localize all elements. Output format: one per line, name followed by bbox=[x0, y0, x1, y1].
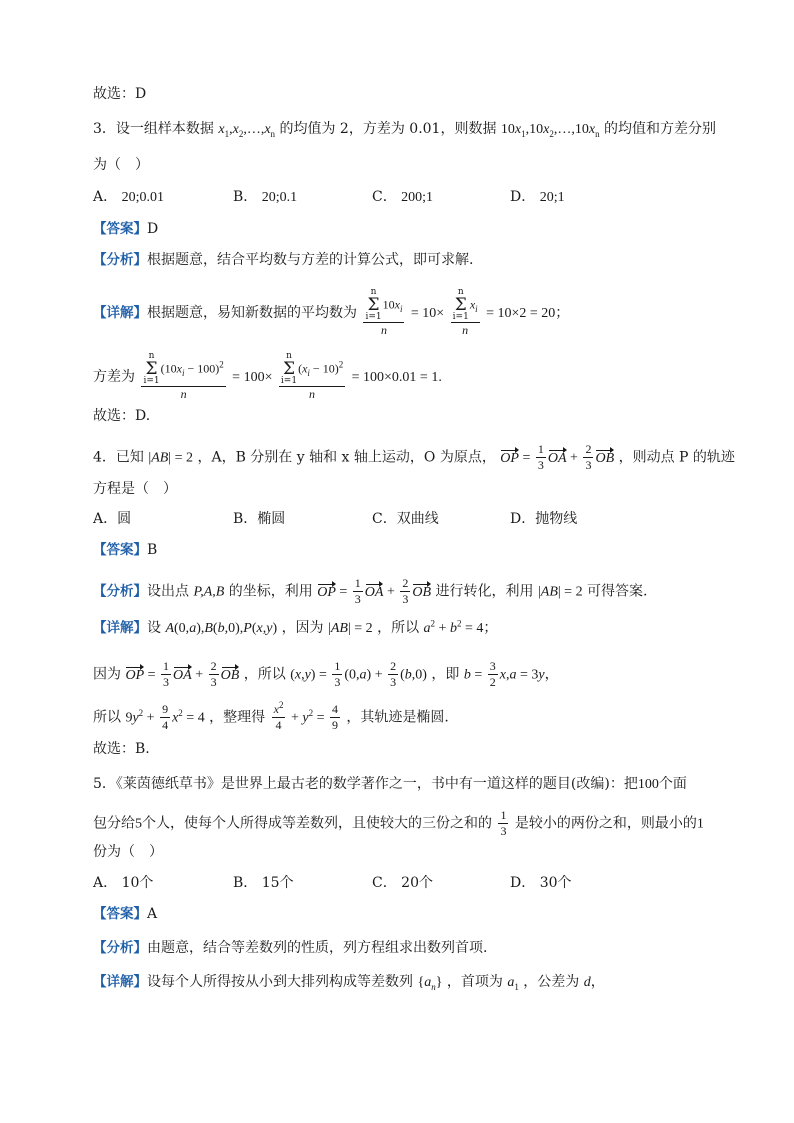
q3-answer: 【答案】D bbox=[93, 221, 159, 237]
q3-conclusion: 故选：D. bbox=[93, 408, 151, 424]
q5-option-d[interactable]: D． 30个 bbox=[510, 875, 572, 891]
q5-detail: 【详解】设每个人所得按从小到大排列构成等差数列 $\{a_n\}$ ，首项为 $a_1$ ，公差为 d， bbox=[93, 974, 605, 992]
q2-conclusion: 故选：D bbox=[93, 86, 147, 102]
q3-stem-line2: 为（ ） bbox=[93, 157, 149, 173]
q4-option-c[interactable]: C．双曲线 bbox=[372, 511, 439, 527]
q4-stem-line2: 方程是（ ） bbox=[93, 481, 177, 497]
q5-option-b[interactable]: B． 15个 bbox=[233, 875, 294, 891]
q3-detail-mean: 【详解】根据题意，易知新数据的平均数为 n Σ i=1 $10x_i$ n = 10× n Σ i=1 $x_i$ n = 10×2 = 20； bbox=[93, 287, 570, 337]
q3-option-d[interactable]: D． 20;1 bbox=[510, 189, 565, 205]
q4-detail-line3: 所以 $9y^2$ + $\frac{9}{4}$ $x^2 = 4$ ，整理得 $\frac{x^2}{4}$ + $y^2$ = $\frac{4}{9}$ ，其轨迹是椭圆. bbox=[93, 700, 449, 732]
q5-stem-line3: 份为（ ） bbox=[93, 844, 163, 860]
q5-stem-line1: 5．《莱茵德纸草书》是世界上最古老的数学著作之一，书中有一道这样的题目(改编)：把100个面 bbox=[93, 776, 687, 792]
q5-analysis: 【分析】由题意，结合等差数列的性质，列方程组求出数列首项. bbox=[93, 940, 488, 956]
q3-analysis: 【分析】根据题意，结合平均数与方差的计算公式，即可求解. bbox=[93, 252, 474, 268]
q3-option-a[interactable]: A． 20;0.01 bbox=[93, 189, 164, 205]
q3-option-b[interactable]: B． 20;0.1 bbox=[233, 189, 298, 205]
q4-stem-line1: 4．已知 |AB| = 2 ，A，B 分别在 y 轴和 x 轴上运动，O 为原点， OP = $\frac{1}{3}$ OA + $\frac{2}{3}$ OB ，则动点 P 的轨迹 bbox=[93, 442, 735, 472]
q5-option-a[interactable]: A． 10个 bbox=[93, 875, 154, 891]
q4-conclusion: 故选：B. bbox=[93, 741, 150, 757]
q4-detail-line2: 因为 OP = $\frac{1}{3}$ OA + $\frac{2}{3}$ OB ，所以 (x,y) = $\frac{1}{3}$ (0,a) + $\frac{2}{3}$ (b,0) ，即 b = $\frac{3}{2}$ x,a = 3y， bbox=[93, 659, 559, 689]
q5-option-c[interactable]: C． 20个 bbox=[372, 875, 433, 891]
q4-option-d[interactable]: D．抛物线 bbox=[510, 511, 578, 527]
q3-stem-line1: 3．设一组样本数据 $x_1,x_2,\dots,x_n$ 的均值为 2，方差为 0.01，则数据 $10x_1,10x_2,\dots,10x_n$ 的均值和方差分别 bbox=[93, 121, 717, 139]
variance-fraction: n Σ i=1 $(10x_i - 100)^2$ n bbox=[143, 351, 224, 401]
mean-fraction: n Σ i=1 $10x_i$ n bbox=[365, 287, 403, 337]
q4-option-b[interactable]: B．椭圆 bbox=[233, 511, 286, 527]
q5-answer: 【答案】A bbox=[93, 906, 158, 922]
q3-option-c[interactable]: C． 200;1 bbox=[372, 189, 434, 205]
q4-option-a[interactable]: A．圆 bbox=[93, 511, 132, 527]
q4-analysis: 【分析】设出点 P,A,B 的坐标，利用 OP = $\frac{1}{3}$ OA + $\frac{2}{3}$ OB 进行转化，利用 |AB| = 2 可得答案. bbox=[93, 576, 648, 606]
q4-answer: 【答案】B bbox=[93, 542, 158, 558]
q4-detail-line1: 【详解】设 A(0,a),B(b,0),P(x,y) ，因为 |AB| = 2 ，所以 $a^2 + b^2 = 4$； bbox=[93, 618, 498, 636]
q3-detail-variance: 方差为 n Σ i=1 $(10x_i - 100)^2$ n = 100× n Σ i=1 $(x_i - 10)^2$ n = 100×0.01 = 1. bbox=[93, 351, 442, 401]
q5-stem-line2: 包分给5个人，使每个人所得成等差数列，且使较大的三份之和的 $\frac{1}{3}$ 是较小的两份之和，则最小的1 bbox=[93, 808, 704, 838]
